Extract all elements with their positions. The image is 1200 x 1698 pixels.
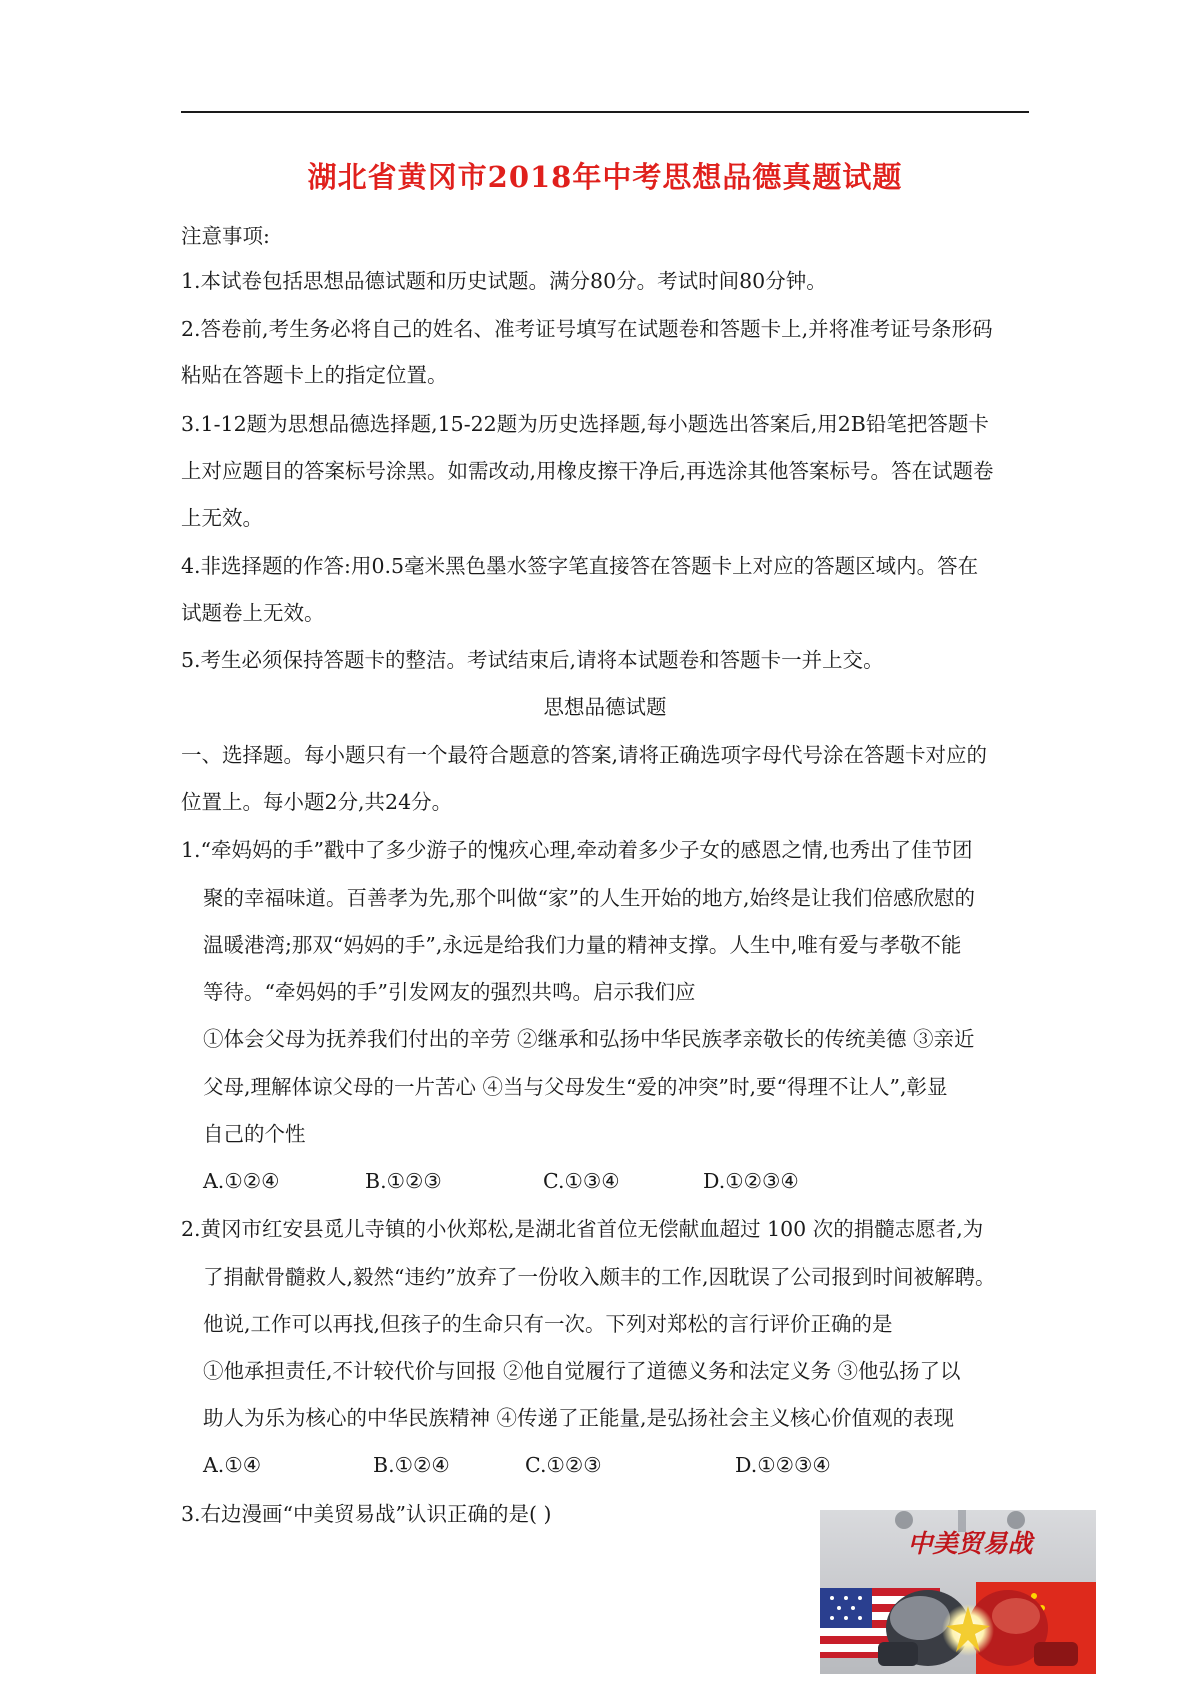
question-1-line: 1.“牵妈妈的手”戳中了多少游子的愧疚心理,牵动着多少子女的感恩之情,也秀出了佳节团	[181, 838, 973, 862]
question-1-line: 自己的个性	[203, 1122, 306, 1146]
question-1-line: 聚的幸福味道。百善孝为先,那个叫做“家”的人生开始的地方,始终是让我们倍感欣慰的	[203, 886, 975, 910]
question-2-option-a: A.①④	[203, 1453, 262, 1477]
question-2-line: 了捐献骨髓救人,毅然“违约”放弃了一份收入颇丰的工作,因耽误了公司报到时间被解聘。	[203, 1265, 996, 1289]
notice-line: 5.考生必须保持答题卡的整洁。考试结束后,请将本试题卷和答题卡一并上交。	[181, 648, 884, 672]
cartoon-caption: 中美贸易战	[907, 1529, 1033, 1558]
question-1-line: 父母,理解体谅父母的一片苦心 ④当与父母发生“爱的冲突”时,要“得理不让人”,彰显	[203, 1075, 948, 1099]
question-3-line: 3.右边漫画“中美贸易战”认识正确的是( )	[181, 1502, 552, 1526]
question-1-line: ①体会父母为抚养我们付出的辛劳 ②继承和弘扬中华民族孝亲敬长的传统美德 ③亲近	[203, 1027, 975, 1051]
question-1-option-a: A.①②④	[203, 1169, 280, 1193]
header-rule	[181, 111, 1029, 113]
question-2-line: 助人为乐为核心的中华民族精神 ④传递了正能量,是弘扬社会主义核心价值观的表现	[203, 1406, 955, 1430]
question-2-option-d: D.①②③④	[735, 1453, 831, 1477]
notice-line: 粘贴在答题卡上的指定位置。	[181, 363, 448, 387]
part-instruction: 位置上。每小题2分,共24分。	[181, 790, 453, 814]
question-1-option-c: C.①③④	[543, 1169, 620, 1193]
trade-war-cartoon	[820, 1510, 1096, 1674]
notice-line: 上对应题目的答案标号涂黑。如需改动,用橡皮擦干净后,再选涂其他答案标号。答在试题卷	[181, 459, 994, 483]
notice-line: 3.1-12题为思想品德选择题,15-22题为历史选择题,每小题选出答案后,用2B铅笔把答题卡	[181, 412, 989, 436]
question-2-line: 2.黄冈市红安县觅儿寺镇的小伙郑松,是湖北省首位无偿献血超过 100 次的捐髓志愿者,为	[181, 1217, 984, 1241]
question-1-line: 等待。“牵妈妈的手”引发网友的强烈共鸣。启示我们应	[203, 980, 696, 1004]
question-2-line: 他说,工作可以再找,但孩子的生命只有一次。下列对郑松的言行评价正确的是	[203, 1312, 893, 1336]
question-2-option-b: B.①②④	[373, 1453, 450, 1477]
question-1-line: 温暖港湾;那双“妈妈的手”,永远是给我们力量的精神支撑。人生中,唯有爱与孝敬不能	[203, 933, 962, 957]
question-1-option-b: B.①②③	[365, 1169, 442, 1193]
notice-line: 4.非选择题的作答:用0.5毫米黑色墨水签字笔直接答在答题卡上对应的答题区域内。答在	[181, 554, 979, 578]
notice-line: 2.答卷前,考生务必将自己的姓名、准考证号填写在试题卷和答题卡上,并将准考证号条形码	[181, 317, 993, 341]
notice-line: 上无效。	[181, 506, 263, 530]
notice-line: 1.本试卷包括思想品德试题和历史试题。满分80分。考试时间80分钟。	[181, 269, 827, 293]
question-1-option-d: D.①②③④	[703, 1169, 799, 1193]
question-2-option-c: C.①②③	[525, 1453, 602, 1477]
notice-line: 试题卷上无效。	[181, 601, 325, 625]
notice-heading: 注意事项:	[181, 224, 270, 248]
part-instruction: 一、选择题。每小题只有一个最符合题意的答案,请将正确选项字母代号涂在答题卡对应的	[181, 743, 988, 767]
document-title: 湖北省黄冈市2018年中考思想品德真题试题	[307, 160, 903, 194]
section-title: 思想品德试题	[543, 695, 667, 719]
question-2-line: ①他承担责任,不计较代价与回报 ②他自觉履行了道德义务和法定义务 ③他弘扬了以	[203, 1359, 961, 1383]
